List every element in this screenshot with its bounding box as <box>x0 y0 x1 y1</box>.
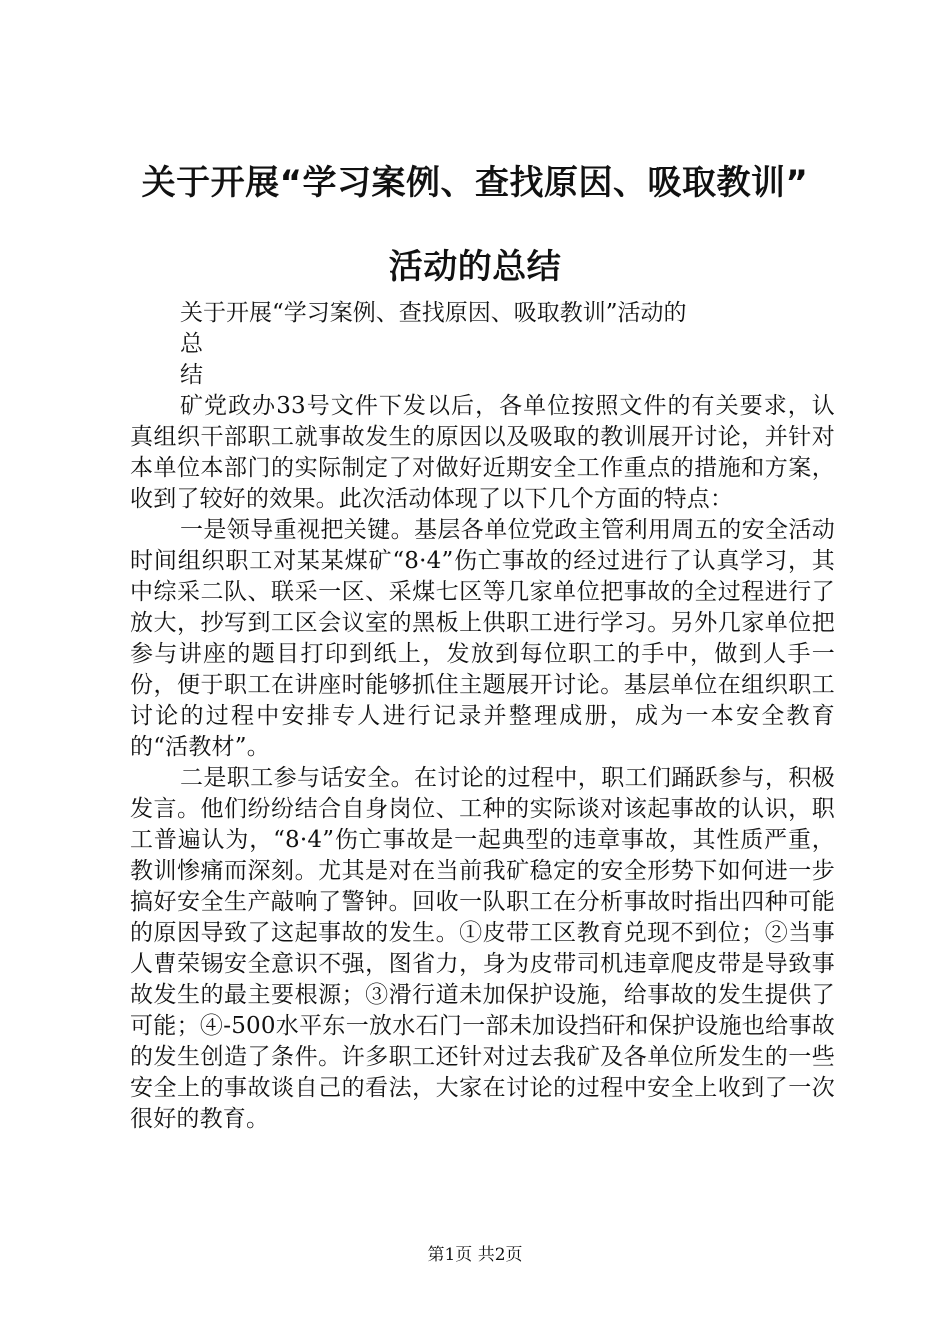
body-paragraph: 一是领导重视把关键。基层各单位党政主管利用周五的安全活动时间组织职工对某某煤矿“8·4”伤亡事故的经过进行了认真学习，其中综采二队、联采一区、采煤七区等几家单位把事故的全过程进行了放大，抄写到工区会议室的黑板上供职工进行学习。另外几家单位把参与讲座的题目打印到纸上，发放到每位职工的手中，做到人手一份，便于职工在讲座时能够抓住主题展开讨论。基层单位在组织职工讨论的过程中安排专人进行记录并整理成册，成为一本安全教育的“活教材”。 <box>130 517 835 760</box>
body-paragraph: 矿党政办33号文件下发以后，各单位按照文件的有关要求，认真组织干部职工就事故发生的原因以及吸取的教训展开讨论，并针对本单位本部门的实际制定了对做好近期安全工作重点的措施和方案，收到了较好的效果。此次活动体现了以下几个方面的特点： <box>130 393 835 512</box>
page-footer: 第1页 共2页 <box>427 1245 523 1265</box>
document-title-line-2: 活动的总结 <box>388 247 562 287</box>
subtitle-line-2: 总 <box>180 331 203 357</box>
document-title-line-1: 关于开展“学习案例、查找原因、吸取教训” <box>141 163 809 203</box>
document-body <box>130 391 835 1135</box>
body-paragraph: 二是职工参与话安全。在讨论的过程中，职工们踊跃参与，积极发言。他们纷纷结合自身岗位、工种的实际谈对该起事故的认识，职工普遍认为，“8·4”伤亡事故是一起典型的违章事故，其性质严重，教训惨痛而深刻。尤其是对在当前我矿稳定的安全形势下如何进一步搞好安全生产敲响了警钟。回收一队职工在分析事故时指出四种可能的原因导致了这起事故的发生。①皮带工区教育兑现不到位；②当事人曹荣锡安全意识不强，图省力，身为皮带司机违章爬皮带是导致事故发生的最主要根源；③滑行道未加保护设施，给事故的发生提供了可能；④-500水平东一放水石门一部未加设挡矸和保护设施也给事故的发生创造了条件。许多职工还针对过去我矿及各单位所发生的一些安全上的事故谈自己的看法，大家在讨论的过程中安全上收到了一次很好的教育。 <box>130 765 835 1132</box>
subtitle-line-1: 关于开展“学习案例、查找原因、吸取教训”活动的 <box>180 300 687 326</box>
subtitle-line-3: 结 <box>180 362 203 388</box>
